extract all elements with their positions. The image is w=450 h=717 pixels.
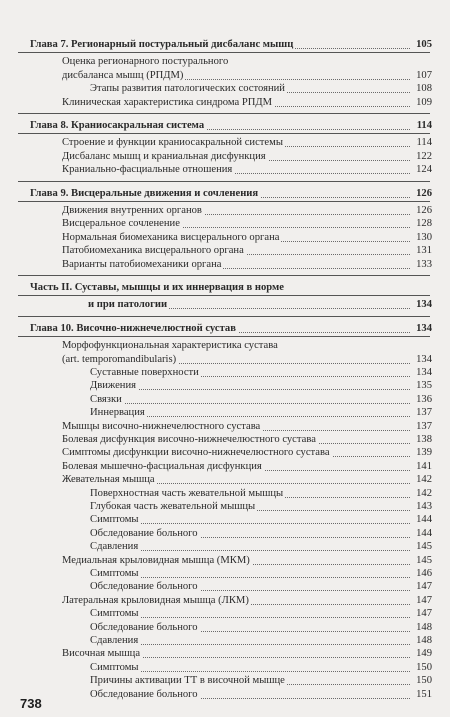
toc-entry-page: 151 <box>416 688 432 700</box>
toc-entry-page: 145 <box>416 554 432 566</box>
toc-entry <box>0 150 450 163</box>
toc-entry <box>0 527 450 540</box>
toc-entry-page: 150 <box>416 661 432 673</box>
toc-entry <box>0 339 450 352</box>
toc-entry <box>0 594 450 607</box>
toc-entry-title: Нормальная биомеханика висцерального органа <box>62 231 280 243</box>
toc-entry <box>0 621 450 634</box>
toc-entry-title: Сдавления <box>90 635 139 646</box>
toc-entry-title: Клиническая характеристика синдрома РПДМ <box>62 96 273 108</box>
toc-entry-page: 145 <box>416 541 432 553</box>
toc-entry <box>0 688 450 701</box>
toc-entry-page: 108 <box>416 83 432 95</box>
toc-entry-title: Висцеральное сочленение <box>62 218 180 230</box>
toc-entry-page: 147 <box>416 608 432 620</box>
toc-entry-page: 134 <box>416 367 432 378</box>
toc-entry <box>0 353 450 366</box>
toc-entry <box>0 634 450 647</box>
section-divider <box>18 316 430 317</box>
toc-entry-title: Патобиомеханика висцерального органа <box>62 245 244 257</box>
toc-entry-page: 126 <box>416 205 432 216</box>
toc-entry-title: Строение и функции краниосакральной системы <box>62 137 283 149</box>
toc-entry <box>0 420 450 433</box>
toc-entry <box>0 55 450 68</box>
toc-entry-page: 148 <box>416 621 432 633</box>
toc-entry-page: 144 <box>416 527 432 539</box>
toc-entry <box>0 258 450 271</box>
toc-entry-title: и при патологии <box>88 299 168 311</box>
toc-entry <box>0 136 450 149</box>
toc-entry-page: 107 <box>416 69 432 81</box>
toc-entry-title: Симптомы <box>90 661 139 673</box>
toc-entry-title: Суставные поверхности <box>90 367 199 378</box>
toc-entry-page: 144 <box>416 514 432 526</box>
toc-entry <box>0 513 450 526</box>
toc-entry-title: Варианты патобиомеханики органа <box>62 258 222 270</box>
toc-entry <box>0 231 450 244</box>
toc-entry-page: 137 <box>416 407 432 419</box>
toc-entry <box>0 69 450 82</box>
toc-entry-page: 138 <box>416 434 432 445</box>
section-divider <box>18 113 430 114</box>
toc-entry <box>0 540 450 553</box>
page-number: 738 <box>20 696 42 711</box>
toc-entry-title: Движения внутренних органов <box>62 205 202 216</box>
toc-entry-page: 147 <box>416 581 432 593</box>
toc-entry <box>0 204 450 217</box>
toc-entry-title: (art. temporomandibularis) <box>62 353 177 365</box>
heading-underline <box>18 133 430 134</box>
toc-entry <box>0 487 450 500</box>
toc-heading <box>0 119 450 132</box>
toc-entry-title: Морфофункциональная характеристика сустава <box>62 340 278 352</box>
toc-heading <box>0 38 450 51</box>
heading-underline <box>18 295 430 296</box>
toc-entry <box>0 244 450 257</box>
toc-entry-title: Глава 9. Висцеральные движения и сочленения <box>30 187 259 199</box>
toc-heading <box>0 187 450 200</box>
toc-entry-title: Этапы развития патологических состояний <box>90 83 285 95</box>
toc-heading <box>0 298 450 311</box>
toc-entry-title: Обследование больного <box>90 581 198 593</box>
section-divider <box>18 275 430 276</box>
heading-underline <box>18 336 430 337</box>
toc-entry-page: 131 <box>416 245 432 257</box>
toc-entry <box>0 567 450 580</box>
toc-entry-page: 128 <box>416 218 432 230</box>
toc-entry-page: 135 <box>416 380 432 392</box>
toc-entry-page: 134 <box>416 299 432 311</box>
toc-entry <box>0 580 450 593</box>
toc-entry-page: 141 <box>416 460 432 472</box>
heading-underline <box>18 52 430 53</box>
toc-entry-title: Мышцы височно-нижнечелюстного сустава <box>62 420 261 432</box>
toc-entry-page: 105 <box>416 39 432 50</box>
toc-entry-title: Латеральная крыловидная мышца (ЛКМ) <box>62 594 249 606</box>
toc-entry <box>0 647 450 660</box>
toc-entry-title: Глава 7. Регионарный постуральный дисбаланс мышц <box>30 39 294 50</box>
toc-entry <box>0 217 450 230</box>
toc-entry-page: 149 <box>416 648 432 660</box>
toc-entry-page: 126 <box>416 187 432 199</box>
toc-entry-title: Симптомы <box>90 608 139 620</box>
toc-heading <box>0 281 450 294</box>
toc-entry-title: Медиальная крыловидная мышца (МКМ) <box>62 554 250 566</box>
toc-heading <box>0 322 450 335</box>
toc-entry <box>0 406 450 419</box>
toc-entry-page: 130 <box>416 231 432 243</box>
toc-entry <box>0 96 450 109</box>
toc-entry-title: Жевательная мышца <box>62 474 155 486</box>
toc-entry-page: 114 <box>416 137 432 149</box>
toc-entry <box>0 674 450 687</box>
toc-entry-title: Связки <box>90 393 122 405</box>
toc-entry-title: Причины активации ТТ в височной мышце <box>90 675 285 687</box>
toc-entry-page: 139 <box>416 447 432 459</box>
dot-leader <box>90 389 410 390</box>
toc-entry-title: Симптомы <box>90 568 139 579</box>
toc-entry-title: Обследование больного <box>90 621 198 633</box>
toc-entry-title: Симптомы дисфункции височно-нижнечелюстного сустава <box>62 447 330 459</box>
toc-entry-title: Поверхностная часть жевательной мышцы <box>90 487 284 499</box>
toc-entry-page: 150 <box>416 675 432 687</box>
toc-entry-title: Болевая мышечно-фасциальная дисфункция <box>62 460 262 472</box>
toc-entry-title: Оценка регионарного постурального <box>62 56 229 68</box>
toc-entry-title: Обследование больного <box>90 527 198 539</box>
toc-entry <box>0 554 450 567</box>
toc-entry-page: 137 <box>416 420 432 432</box>
toc-entry-page: 148 <box>416 635 432 646</box>
toc-entry <box>0 500 450 513</box>
toc-entry <box>0 460 450 473</box>
toc-entry-page: 134 <box>416 353 432 365</box>
toc-entry <box>0 163 450 176</box>
toc-entry-title: Обследование больного <box>90 688 198 700</box>
toc-entry-page: 114 <box>416 120 432 131</box>
toc-entry-title: Краниально-фасциальные отношения <box>62 164 233 176</box>
toc-entry-page: 142 <box>416 487 432 499</box>
toc-entry-page: 143 <box>416 501 432 512</box>
toc-entry <box>0 393 450 406</box>
toc-entry <box>0 82 450 95</box>
toc-entry-title: Часть II. Суставы, мышцы и их иннервация в норме <box>30 282 284 293</box>
toc-entry-page: 109 <box>416 96 432 108</box>
toc-entry <box>0 433 450 446</box>
section-divider <box>18 181 430 182</box>
toc-entry-page: 146 <box>416 568 432 579</box>
toc-entry <box>0 366 450 379</box>
toc-entry <box>0 473 450 486</box>
toc-entry-page: 147 <box>416 594 432 606</box>
toc-entry-title: Иннервация <box>90 407 145 419</box>
toc-entry <box>0 379 450 392</box>
toc-entry-title: дисбаланса мышц (РПДМ) <box>62 69 184 81</box>
toc-entry-title: Дисбаланс мышц и краниальная дисфункция <box>62 150 266 162</box>
toc-entry-title: Сдавления <box>90 541 139 553</box>
toc-entry-title: Височная мышца <box>62 648 141 660</box>
toc-entry <box>0 607 450 620</box>
heading-underline <box>18 201 430 202</box>
toc-entry-page: 134 <box>416 322 432 334</box>
dot-leader <box>90 403 410 404</box>
toc-entry-page: 142 <box>416 474 432 486</box>
toc-entry-title: Движения <box>90 380 136 392</box>
toc-entry-page: 136 <box>416 393 432 405</box>
toc-entry <box>0 661 450 674</box>
toc-entry-title: Глава 8. Краниосакральная система <box>30 120 205 131</box>
toc-entry-title: Симптомы <box>90 514 139 526</box>
toc-entry <box>0 446 450 459</box>
toc-entry-title: Болевая дисфункция височно-нижнечелюстного сустава <box>62 434 316 445</box>
toc-entry-title: Глубокая часть жевательной мышцы <box>90 501 256 512</box>
toc-entry-page: 133 <box>416 258 432 270</box>
toc-entry-page: 124 <box>416 164 432 176</box>
toc-entry-title: Глава 10. Височно-нижнечелюстной сустав <box>30 322 236 334</box>
toc-entry-page: 122 <box>416 150 432 162</box>
